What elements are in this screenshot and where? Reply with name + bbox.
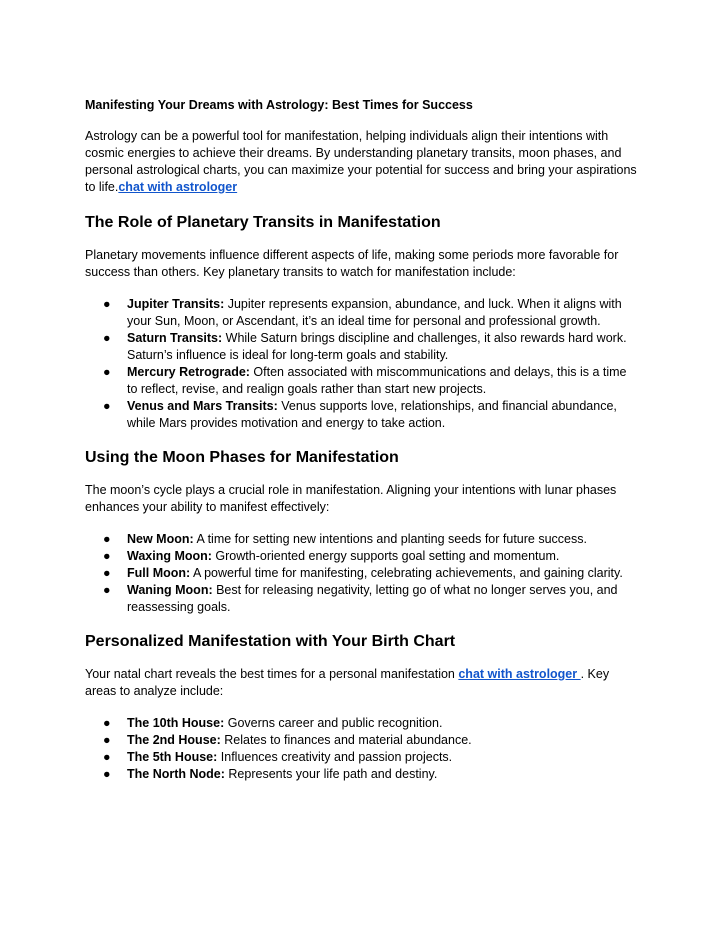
section-paragraph: The moon’s cycle plays a crucial role in manifestation. Aligning your intentions with lunar phases enhances your ability to manifest effectively: <box>85 483 617 514</box>
list-item-text: A time for setting new intentions and planting seeds for future success. <box>193 532 587 546</box>
bullet-icon: ● <box>103 399 111 413</box>
list-item-text: Best for releasing negativity, letting go of what no longer serves you, and reassessing goals. <box>127 583 618 614</box>
chat-with-astrologer-link[interactable]: chat with astrologer <box>118 180 238 194</box>
bullet-icon: ● <box>103 532 111 546</box>
list-item-term: New Moon: <box>127 532 194 546</box>
section-paragraph <box>85 666 637 700</box>
bullet-icon: ● <box>103 583 111 597</box>
list-item <box>85 749 637 766</box>
list-item-term: Venus and Mars Transits: <box>127 399 278 413</box>
paragraph-text: . Key areas to analyze include: <box>85 667 610 698</box>
bullet-icon: ● <box>103 566 111 580</box>
list-item <box>85 398 637 432</box>
list-item <box>85 548 637 565</box>
list-item-term: Full Moon: <box>127 566 191 580</box>
list-item <box>85 364 637 398</box>
section-heading-planetary-transits: The Role of Planetary Transits in Manifestation <box>85 214 441 231</box>
section-paragraph: Planetary movements influence different aspects of life, making some periods more favorable for success than others. Key planetary transits to watch for manifestation include: <box>85 248 619 279</box>
list-item-term: Waning Moon: <box>127 583 213 597</box>
list-item-text: Growth-oriented energy supports goal setting and momentum. <box>211 549 560 563</box>
section-heading-moon-phases: Using the Moon Phases for Manifestation <box>85 449 399 466</box>
list-item <box>85 296 637 330</box>
list-item-text: While Saturn brings discipline and challenges, it also rewards hard work. Saturn’s influence is ideal for long-term goals and stability. <box>127 331 627 362</box>
birth-chart-list <box>85 715 637 783</box>
list-item-text: Venus supports love, relationships, and financial abundance, while Mars provides motivation and energy to take action. <box>127 399 617 430</box>
bullet-icon: ● <box>103 733 111 747</box>
list-item-text: Often associated with miscommunications and delays, this is a time to reflect, revise, and realign goals rather than start new projects. <box>127 365 627 396</box>
list-item <box>85 582 637 616</box>
bullet-icon: ● <box>103 297 111 311</box>
bullet-icon: ● <box>103 767 111 781</box>
bullet-icon: ● <box>103 331 111 345</box>
paragraph-text: Your natal chart reveals the best times for a personal manifestation <box>85 667 459 681</box>
list-item <box>85 565 637 582</box>
bullet-icon: ● <box>103 549 111 563</box>
list-item <box>85 766 637 783</box>
document-page <box>85 97 637 799</box>
list-item-text: A powerful time for manifesting, celebrating achievements, and gaining clarity. <box>190 566 623 580</box>
list-item-term: The 5th House: <box>127 750 218 764</box>
list-item-text: Represents your life path and destiny. <box>224 767 438 781</box>
list-item-term: The North Node: <box>127 767 225 781</box>
list-item-text: Governs career and public recognition. <box>224 716 443 730</box>
chat-with-astrologer-link[interactable]: chat with astrologer <box>458 667 581 681</box>
list-item-term: Mercury Retrograde: <box>127 365 250 379</box>
list-item-text: Influences creativity and passion projects. <box>217 750 453 764</box>
bullet-icon: ● <box>103 365 111 379</box>
section-heading-birth-chart: Personalized Manifestation with Your Birth Chart <box>85 633 456 650</box>
document-title: Manifesting Your Dreams with Astrology: Best Times for Success <box>85 98 473 112</box>
list-item-term: Jupiter Transits: <box>127 297 225 311</box>
list-item-term: The 10th House: <box>127 716 225 730</box>
bullet-icon: ● <box>103 750 111 764</box>
list-item-text: Jupiter represents expansion, abundance, and luck. When it aligns with your Sun, Moon, or Ascendant, it’s an ideal time for personal and professional growth. <box>127 297 622 328</box>
intro-text: Astrology can be a powerful tool for manifestation, helping individuals align their intentions with cosmic energies to achieve their dreams. By understanding planetary transits, moon phases, and personal astrological charts, you can maximize your potential for success and bring your aspirations to life. <box>85 129 637 194</box>
bullet-icon: ● <box>103 716 111 730</box>
list-item-term: Saturn Transits: <box>127 331 223 345</box>
list-item <box>85 732 637 749</box>
list-item-text: Relates to finances and material abundance. <box>220 733 472 747</box>
list-item-term: The 2nd House: <box>127 733 221 747</box>
list-item <box>85 531 637 548</box>
list-item <box>85 715 637 732</box>
planetary-transits-list <box>85 296 637 432</box>
intro-paragraph <box>85 128 637 196</box>
moon-phases-list <box>85 531 637 616</box>
list-item <box>85 330 637 364</box>
list-item-term: Waxing Moon: <box>127 549 212 563</box>
